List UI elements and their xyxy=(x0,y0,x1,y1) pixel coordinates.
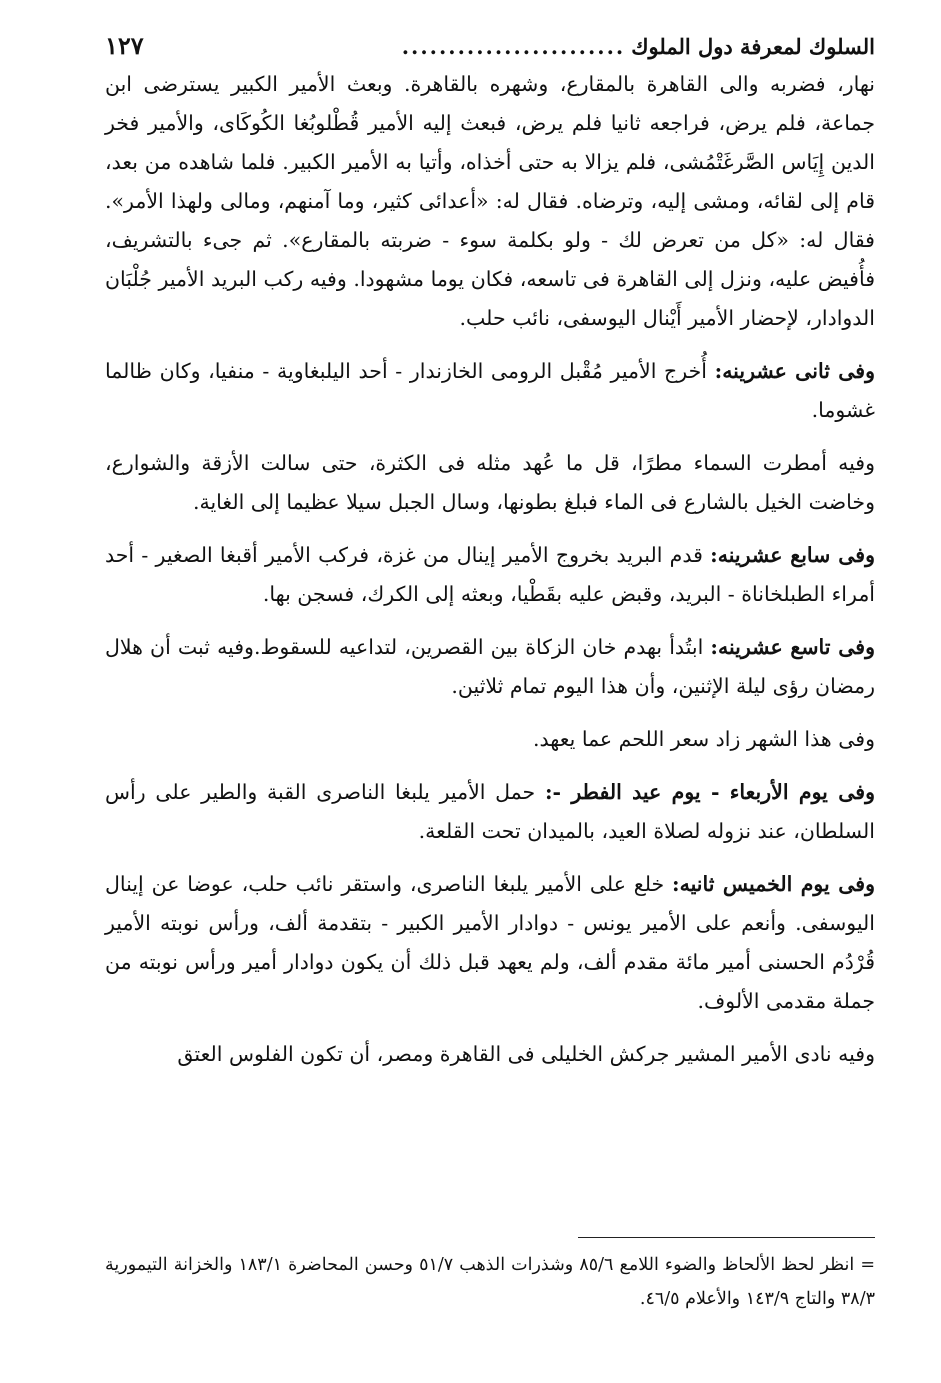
paragraph xyxy=(105,865,875,1021)
page-number: ١٢٧ xyxy=(105,31,144,60)
running-header xyxy=(105,28,875,65)
paragraph-text: أُخرج الأمير مُقْبل الرومى الخازندار - أحد اليلبغاوية - منفيا، وكان ظالما غشوما. xyxy=(105,359,875,422)
header-leader-dots: ........................ xyxy=(401,34,626,59)
page-body xyxy=(105,28,875,1074)
paragraph-text: حمل الأمير يلبغا الناصرى القبة والطير على رأس السلطان، عند نزوله لصلاة العيد، بالميدان تحت القلعة. xyxy=(105,780,875,843)
footnote-divider xyxy=(578,1237,875,1238)
paragraph xyxy=(105,65,875,338)
paragraph xyxy=(105,628,875,706)
paragraph-lead: وفى سابع عشرينه: xyxy=(710,543,875,567)
paragraph-text: نهار، فضربه والى القاهرة بالمقارع، وشهره بالقاهرة. وبعث الأمير الكبير يسترضى ابن جماعة، فلم يرض، فراجعه ثانيا فلم يرض، فبعث إليه الأمير قُطْلوبُغا الكُوكَاى، والأمير فخر الدين إِيَاس الصَّرغَتْمُشى، فلم يزالا به حتى أخذاه، وأتيا به الأمير الكبير. فلما شاهده من بعد، قام إلى لقائه، ومشى إليه، وترضاه. فقال له: «أعدائى كثير، وما آمنهم، ومالى ولهذا الأمر». فقال له: «كل من تعرض لك - ولو بكلمة سوء - ضربته بالمقارع». ثم جىء بالتشريف، فأُفيض عليه، ونزل إلى القاهرة فى تاسعه، فكان يوما مشهودا. وفيه ركب البريد الأمير جُلْبَان الدوادار، لإحضار الأمير أَيْنال اليوسفى، نائب حلب. xyxy=(105,72,875,330)
paragraph-lead: وفى يوم الخميس ثانيه: xyxy=(672,872,875,896)
book-title: السلوك لمعرفة دول الملوك xyxy=(631,34,875,59)
paragraph-text: وفيه أمطرت السماء مطرًا، قل ما عُهد مثله فى الكثرة، حتى سالت الأزقة والشوارع، وخاضت الخيل بالشارع فى الماء فبلغ بطونها، وسال الجبل سيلا عظيما إلى الغاية. xyxy=(105,451,875,514)
paragraph-text: خلع على الأمير يلبغا الناصرى، واستقر نائب حلب، عوضا عن إينال اليوسفى. وأنعم على الأمير يونس - دوادار الأمير الكبير - بتقدمة ألف، ورأس نوبته الأمير قُرْدُم الحسنى أمير مائة مقدم ألف، ولم يعهد قبل ذلك أن يكون دوادار أمير ورأس نوبته من جملة مقدمى الألوف. xyxy=(105,872,875,1013)
paragraph-text: ابتُدأ بهدم خان الزكاة بين القصرين، لتداعيه للسقوط.وفيه ثبت أن هلال رمضان رؤى ليلة الإثنين، وأن هذا اليوم تمام ثلاثين. xyxy=(105,635,875,698)
paragraph-lead: وفى يوم الأربعاء - يوم عيد الفطر -: xyxy=(544,780,875,804)
paragraph xyxy=(105,720,875,759)
paragraph xyxy=(105,1035,875,1074)
paragraph-text: وفيه نادى الأمير المشير جركش الخليلى فى القاهرة ومصر، أن تكون الفلوس العتق xyxy=(177,1042,875,1066)
paragraph xyxy=(105,773,875,851)
paragraph-text: وفى هذا الشهر زاد سعر اللحم عما يعهد. xyxy=(532,727,875,751)
paragraph-text: قدم البريد بخروج الأمير إينال من غزة، فركب الأمير أقبغا الصغير - أحد أمراء الطبلخاناة - البريد، وقبض عليه بقَطْيا، وبعثه إلى الكرك، فسجن بها. xyxy=(105,543,875,606)
paragraph xyxy=(105,536,875,614)
paragraph xyxy=(105,352,875,430)
paragraph-lead: وفى ثانى عشرينه: xyxy=(714,359,875,383)
paragraph xyxy=(105,444,875,522)
footnote: = انظر لحظ الألحاظ والضوء اللامع ٨٥/٦ وشذرات الذهب ٥١/٧ وحسن المحاضرة ١٨٣/١ والخزانة التيمورية ٣٨/٣ والتاج ١٤٣/٩ والأعلام ٤٦/٥. xyxy=(105,1255,875,1309)
paragraph-lead: وفى تاسع عشرينه: xyxy=(710,635,875,659)
